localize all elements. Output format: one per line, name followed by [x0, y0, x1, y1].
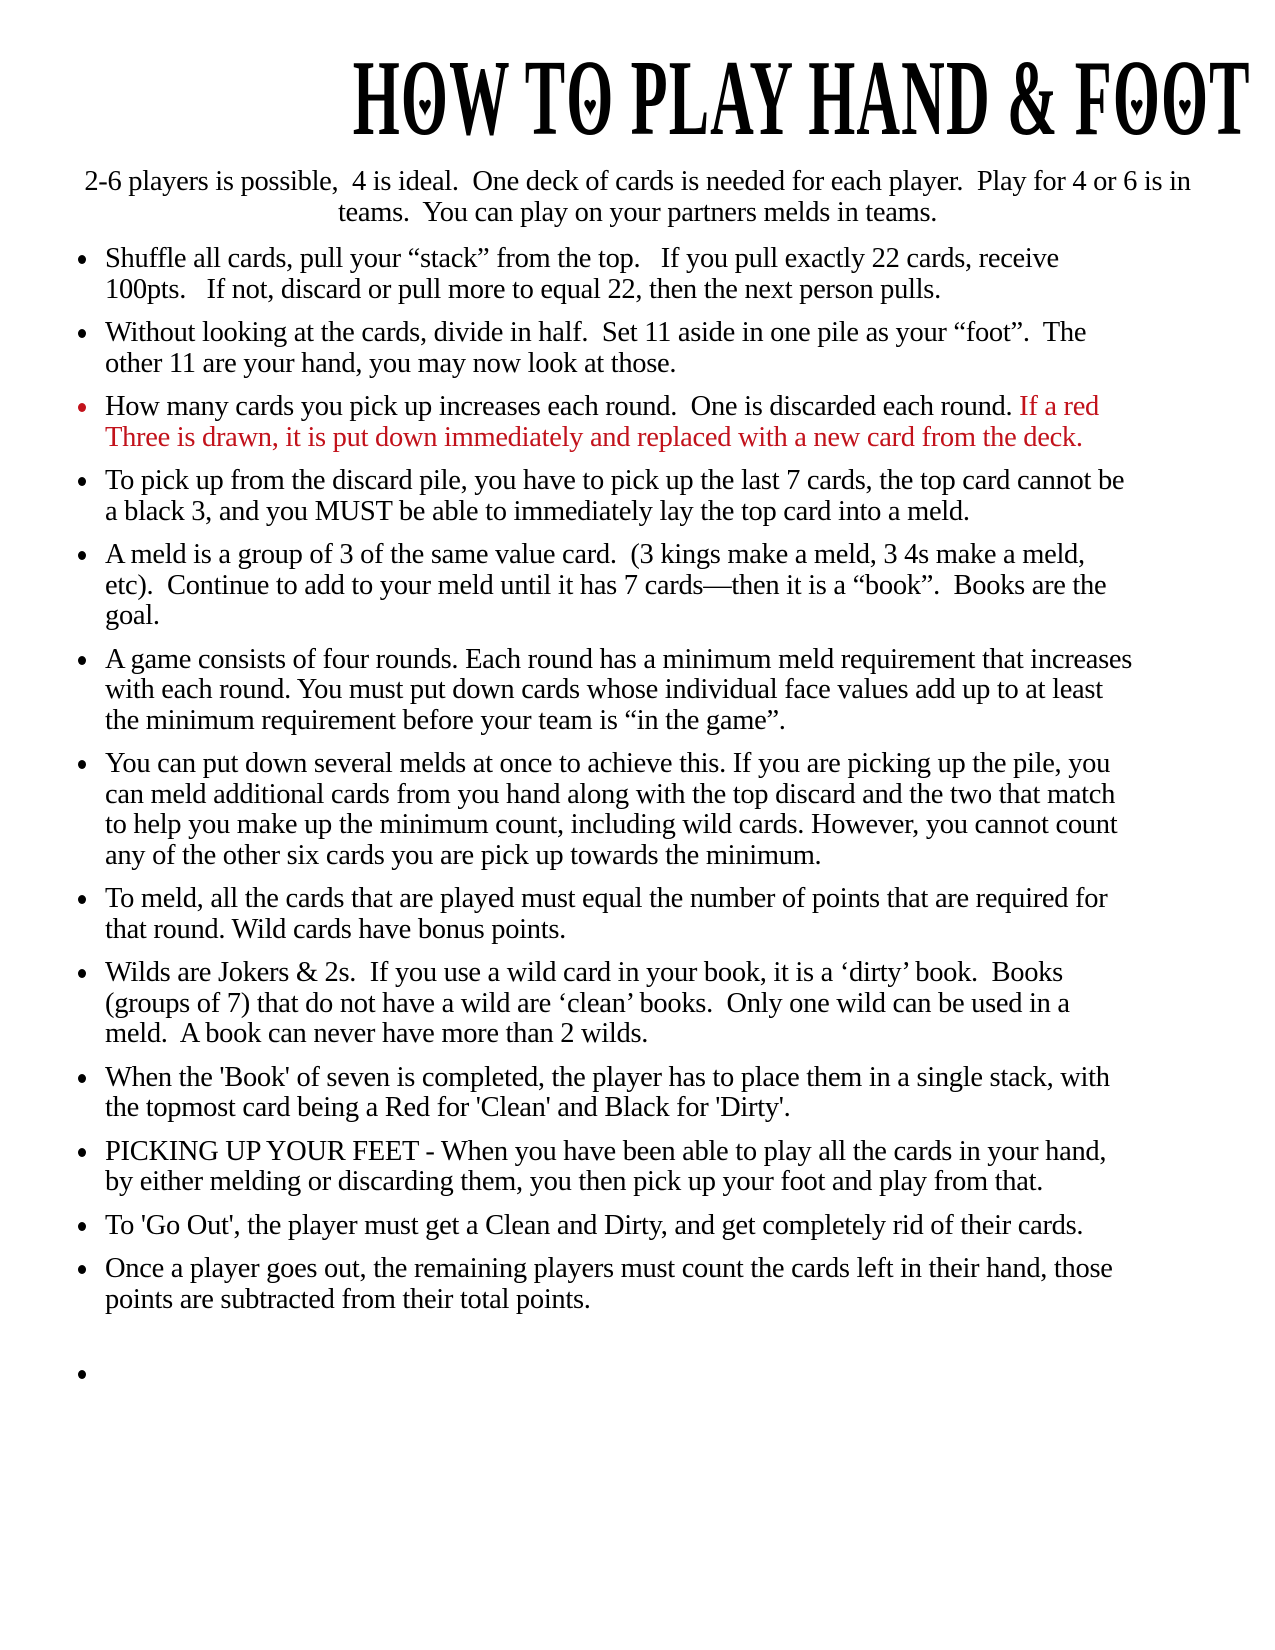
rule-item [0, 244, 1275, 305]
page-title-text: HO ♥W TO ♥ PLAY HAND & FO ♥O ♥T [353, 42, 1251, 155]
rule-item [0, 749, 1275, 871]
bullet-dot [78, 656, 86, 665]
rule-text: Without looking at the cards, divide in half. Set 11 aside in one pile as your “foot”. The other 11 are your hand, you may now look at those. [105, 317, 1094, 379]
rule-item [0, 884, 1275, 945]
bullet-dot [78, 895, 86, 904]
bullet-dot [78, 969, 86, 978]
intro-paragraph: 2-6 players is possible, 4 is ideal. One deck of cards is needed for each player. Play for 4 or 6 is in teams. You can play on your partners melds in teams. [84, 166, 1198, 228]
rule-text: A game consists of four rounds. Each round has a minimum meld requirement that increases with each round. You must put down cards whose individual face values add up to at least the minimum requirement before your team is “in the game”. [105, 643, 1139, 736]
rule-text: PICKING UP YOUR FEET - When you have been able to play all the cards in your hand, by either melding or discarding them, you then pick up your foot and play from that. [105, 1135, 1114, 1197]
bullet-dot [78, 477, 86, 486]
rule-text: To meld, all the cards that are played must equal the number of points that are required for that round. Wild cards have bonus points. [105, 883, 1115, 945]
rule-item [0, 1137, 1275, 1198]
rule-item [0, 645, 1275, 737]
rule-text: To 'Go Out', the player must get a Clean and Dirty, and get completely rid of their cards. [105, 1209, 1084, 1241]
rule-text: Shuffle all cards, pull your “stack” from the top. If you pull exactly 22 cards, receive 100pts. If not, discard or pull more to equal 22, then the next person pulls. [105, 243, 1066, 305]
rule-item [0, 958, 1275, 1050]
bullet-dot [78, 1370, 86, 1379]
heart-in-o-icon: O ♥ [401, 42, 449, 155]
bullet-dot [78, 1074, 86, 1083]
rule-item [0, 318, 1275, 379]
rule-text: To pick up from the discard pile, you have to pick up the last 7 cards, the top card cannot be a black 3, and you MUST be able to immediately lay the top card into a meld. [105, 465, 1132, 527]
rule-item [0, 1254, 1275, 1315]
rule-text: How many cards you pick up increases each round. One is discarded each round. If a red Three is drawn, it is put down immediately and replaced with a new card from the deck. [105, 391, 1106, 453]
bullet-dot [78, 1148, 86, 1157]
rule-item [0, 392, 1275, 453]
rule-item [0, 1359, 1275, 1389]
bullet-dot [78, 760, 86, 769]
bullet-dot [78, 1265, 86, 1274]
rule-item [0, 1063, 1275, 1124]
bullet-dot [78, 255, 86, 264]
heart-in-o-icon: O ♥ [566, 42, 614, 155]
rules-list [0, 244, 1275, 1389]
rule-text: A meld is a group of 3 of the same value card. (3 kings make a meld, 3 4s make a meld, etc). Continue to add to your meld until it has 7 cards—then it is a “book”. Books are the goal. [105, 539, 1114, 631]
bullet-dot [78, 403, 86, 412]
rule-text: When the 'Book' of seven is completed, the player has to place them in a single stack, with the topmost card being a Red for 'Clean' and Black for 'Dirty'. [105, 1061, 1117, 1123]
rule-item [0, 1211, 1275, 1242]
heart-in-o-icon: O ♥ [1113, 42, 1161, 155]
page-title [0, 34, 1275, 156]
rule-text: Once a player goes out, the remaining players must count the cards left in their hand, those points are subtracted from their total points. [105, 1253, 1120, 1315]
bullet-dot [78, 329, 86, 338]
bullet-dot [78, 1222, 86, 1231]
rule-item [0, 466, 1275, 527]
rule-item [0, 540, 1275, 632]
bullet-dot [78, 551, 86, 560]
rule-text: You can put down several melds at once to achieve this. If you are picking up the pile, you can meld additional cards from you hand along with the top discard and the two that match to help you make up the minimum count, including wild cards. However, you cannot count any of the other six cards you are pick up towards the minimum. [105, 748, 1125, 871]
heart-in-o-icon: O ♥ [1161, 42, 1209, 155]
rule-text: Wilds are Jokers & 2s. If you use a wild card in your book, it is a ‘dirty’ book. Books (groups of 7) that do not have a wild are ‘clean’ books. Only one wild can be used in a meld. A book can never have more than 2 wilds. [105, 957, 1077, 1049]
